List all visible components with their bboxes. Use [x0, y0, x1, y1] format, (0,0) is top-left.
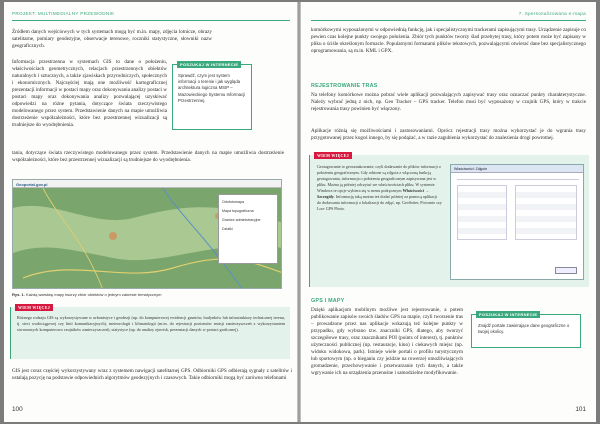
closing-paragraph: GIS jest coraz częściej wykorzystywany wraz z systemem nawigacji satelitarnej GPS. Odbiorniki GPS odbierają sygnały z satelitów i ustalają pozycję na podstawie odpowiednich algorytmów geodezyjnych i czasowych. Takie odbiorniki mogą być zarówno telefonami	[12, 368, 292, 381]
geotag-bold-1: Właściwości	[402, 188, 424, 193]
internet-box-label: POSZUKAJ W INTERNECIE	[177, 61, 241, 68]
top-paragraph: komórkowymi wyposażonymi w odpowiednią funkcję, jak i specjalistycznymi trackerami zapisującymi trasy. Urządzenie zapisuje co pewien czas kolejne punkty swojego położenia. Zbiór tych punktów tworzy ślad przebytej trasy, który potem może być zapisany w pliku o ściśle określonym formacie. Popularnymi formatami plików tekstowych, pozwalającymi otwierać dane bez specjalistycznego oprogramowania, są m.in. KML i GPX.	[311, 27, 586, 54]
layers-panel	[218, 194, 278, 264]
right-page	[301, 2, 596, 422]
internet-box-text: Znajdź portale zawierające dane geograficzne o twojej okolicy.	[478, 323, 570, 335]
left-page	[4, 2, 297, 422]
more-box-right	[309, 155, 589, 287]
routes-paragraph: Na telefony komórkowe można pobrać wiele aplikacji pozwalających zapisywać trasy oraz oznaczać punkty charakterystyczne. Należy wybrać jedną z nich, np. Geo Tracker – GPS tracker. Telefon musi być wyposażony w czujnik GPS, który w trakcie rejestrowania trasy powinien być włączony.	[311, 92, 586, 112]
header-rule	[311, 20, 586, 21]
dialog-divider	[457, 179, 579, 180]
info-paragraph: Informacja przestrzenna w systemach GIS to dane o położeniu, właściwościach geometrycznych, relacjach przestrzennych obiektów naturalnych i sztucznych, a także zjawiskach przyrodniczych, społecznych i ekonomicznych. Najczęściej mają one możliwość kartograficznej prezentacji informacji w postaci mapy oraz dokonywania analizy postaci w postaci mapy oraz dokonywania analizy pozwalającej uzyskiwać odpowiedzi na różne pytania, dotyczące świata rzeczywistego modelowanego przez system. Przedstawienie danych na mapie umożliwia dostrzeżenie współzależności, które bez przestrzennej wizualizacji są trudniejsze do wyodrębnienia.	[12, 59, 167, 128]
info-paragraph-continued	[12, 150, 284, 172]
internet-box-text: Sprawdź, czym jest system informacji o terenie i jak wygląda architektura logiczna MSIP – Mazowieckiego Systemu Informacji Przestrzennej.	[178, 73, 246, 103]
layer-item[interactable]: Granice administracyjne	[222, 218, 261, 222]
more-box-left	[10, 307, 290, 359]
header-rule	[12, 20, 290, 21]
geotag-text-a: Geotagowanie to geooznakowanie, czyli dodawanie do plików informacji o położeniu geograficznym. Gdy robione są zdjęcia z włączoną funkcją geotagowania, informacja o położeniu geograficznym zapisywana jest w pliku. Można ją później odczytać we właściwościach pliku. W systemie Windows te opcje wybiera się w menu podręcznym	[317, 164, 441, 193]
section-title-routes: REJESTROWANIE TRAS	[311, 83, 378, 89]
page-number-left: 100	[12, 406, 23, 413]
layer-item[interactable]: Działki	[222, 227, 233, 231]
section-title-gps: GPS I MAPY	[311, 298, 345, 304]
layer-item[interactable]: Ortofotomapa	[222, 200, 244, 204]
map-screenshot	[12, 179, 282, 289]
properties-dialog	[450, 164, 584, 280]
dialog-value-list	[515, 185, 577, 240]
more-box-text: Różnego rodzaju GIS są wykorzystywane w urbanistyce i geodezji (np. do komputerowej ewidencji gruntów, budynków lub infrastruktury technicznej terenu, tj. sieci wodociągowej czy linii komunikacyjnych), meteorologii i klimatologii (m.in. do rejestracji poziomów emisji zanieczyszczeń z wykorzystaniem stworzonych komputerowo czujników zanieczyszczeń), statystyce (np. do analizy zjawisk, prezentacji danych w postaci graficznej).	[17, 315, 285, 332]
left-running-header: PROJEKT: MULTIMEDIALNY PRZEWODNIK	[12, 11, 115, 16]
more-box-label: WIEM WIĘCEJ	[314, 152, 352, 159]
caption-text: Każdą warstwę mapy tworzy zbiór obiektów o jednym zakresie tematycznym	[26, 292, 162, 297]
geotag-text-b: . Informację taką można też dodać później za pomocą aplikacji do dodawania informacji o lokalizacji do zdjęć, np. GeoSetter, Pictomio czy Locr GPS Photo.	[317, 194, 442, 211]
dialog-title: Właściwości: Zdjęcie	[451, 165, 583, 173]
geotag-arrow: →	[423, 188, 430, 193]
internet-box-left	[172, 64, 252, 130]
internet-box-label: POSZUKAJ W INTERNECIE	[476, 311, 540, 318]
figure-caption	[12, 292, 161, 297]
caption-number: Rys. 1.	[12, 292, 25, 297]
dialog-ok-button[interactable]	[555, 267, 577, 274]
map-toolbar	[13, 180, 281, 188]
page-number-right: 101	[575, 406, 586, 413]
geotag-bold-2: Szczegóły	[317, 194, 334, 199]
layer-item[interactable]: Mapa topograficzna	[222, 209, 254, 213]
more-box-text	[317, 164, 442, 212]
gps-paragraph: Dzięki aplikacjom mobilnym możliwe jest rejestrowanie, a potem publikowanie zapisów swoich śladów GPS na mapie, czyli tworzenie tras – prowadzone przez nas aplikacje wskazują też kolejne punkty w przypadku, gdy wybrano tzw. znaczniki GPS, dlatego, aby tworzyć szczegółowe trasy, oraz znacznikami POI (points of interest), tj. punktów użyteczności publicznej (np. restauracje, kino) i ciekawych miejsc (np. widoku widokowa, park). Istnieje wiele portali o profilu turystycznym lub sportowym (np. o bieganiu czy jeździe na rowerze) umożliwiających gromadzenie, przechowywanie i przetwarzanie tych danych, a także wgrywanie ich na urządzenia przenośne i samodzielne modyfikowanie.	[311, 307, 463, 376]
dialog-property-list	[457, 185, 507, 240]
right-running-header: 7. Spersonalizowana e-mapa	[518, 11, 586, 16]
intro-paragraph: Źródłem danych wejściowych w tych systemach mogą być m.in. mapy, zdjęcia lotnicze, obrazy satelitarne, pomiary geodezyjne, obserwacje terenowe, roczniki statystyczne, słowniki nazw geograficznych.	[12, 29, 212, 49]
info-paragraph-tail: tania, dotyczące świata rzeczywistego modelowanego przez system. Przedstawienie danych na mapie umożliwia dostrzeżenie współzależności, które bez przestrzennej wizualizacji są trudniejsze do wyodrębnienia.	[12, 150, 284, 163]
more-box-label: WIEM WIĘCEJ	[15, 304, 53, 311]
map-app-title: Geoportal.gov.pl	[16, 181, 48, 187]
routes-paragraph-2: Aplikacje różnią się możliwościami i zastosowaniami. Oprócz rejestracji trasy można wykorzystać je do wgrania trasy przygotowanej przez kogoś innego, by się podążać, a w razie zagubienia wykorzystać do znalezienia drogi powrotnej.	[311, 128, 586, 141]
internet-box-right	[471, 314, 581, 348]
map-town	[109, 232, 117, 240]
